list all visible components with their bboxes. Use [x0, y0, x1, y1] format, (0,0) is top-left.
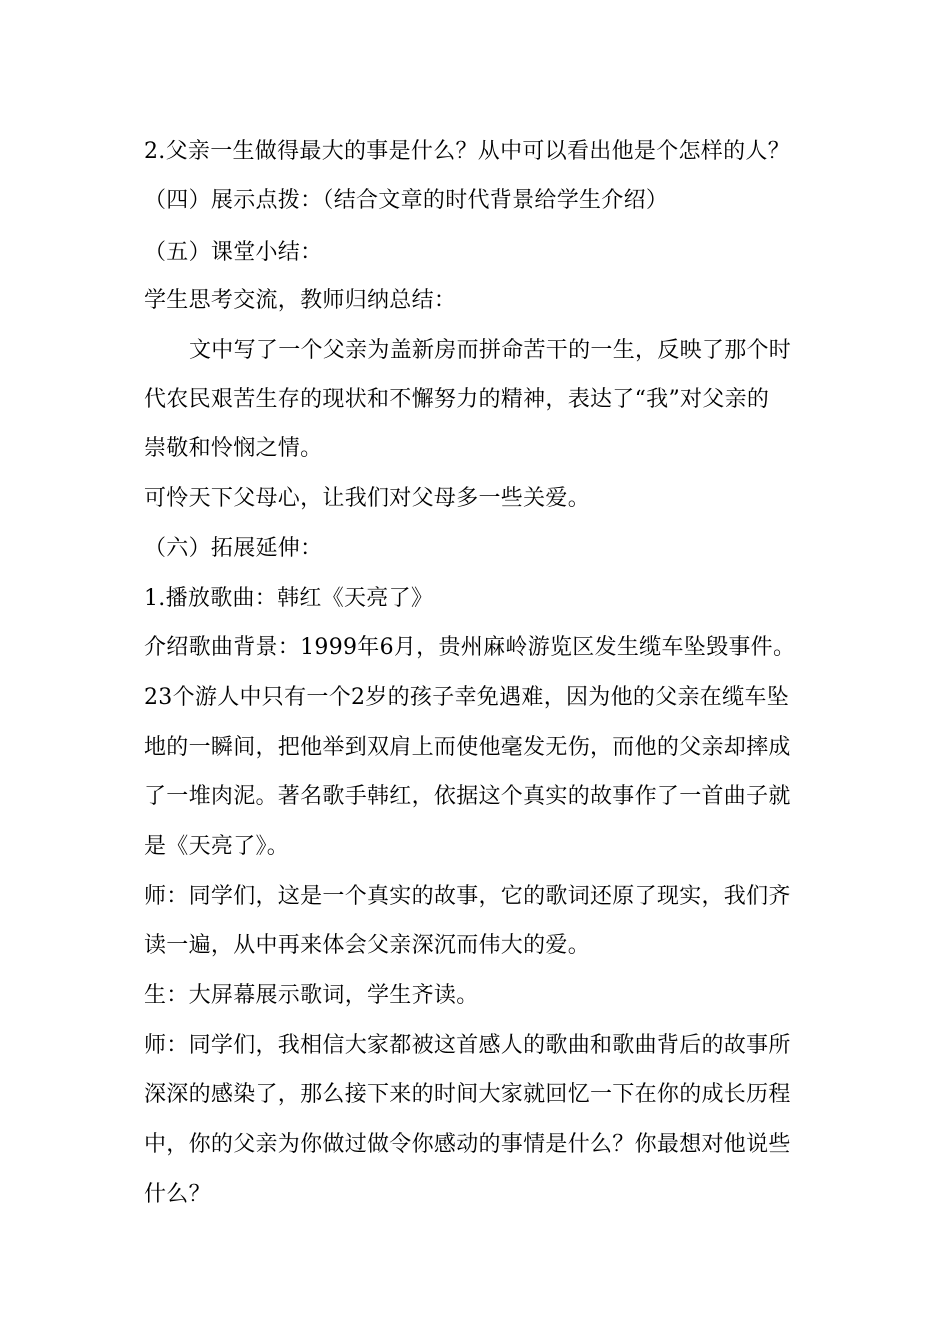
summary-intro-line: 学生思考交流，教师归纳总结： — [144, 288, 457, 313]
question-2-line: 2.父亲一生做得最大的事是什么？从中可以看出他是个怎样的人？ — [144, 139, 790, 164]
song-play-line: 1.播放歌曲：韩红《天亮了》 — [144, 586, 434, 611]
teacher-dialogue-line-2: 读一遍，从中再来体会父亲深沉而伟大的爱。 — [144, 933, 591, 958]
teacher-question-line-1: 师：同学们，我相信大家都被这首感人的歌曲和歌曲背后的故事所 — [144, 1033, 791, 1058]
teacher-question-line-3: 中，你的父亲为你做过做令你感动的事情是什么？你最想对他说些 — [144, 1132, 791, 1157]
section-4-heading: （四）展示点拨：（结合文章的时代背景给学生介绍） — [144, 188, 669, 213]
song-background-line-3: 地的一瞬间，把他举到双肩上而使他毫发无伤，而他的父亲却摔成 — [144, 735, 791, 760]
summary-paragraph-line-1: 文中写了一个父亲为盖新房而拼命苦干的一生，反映了那个时 — [189, 338, 792, 363]
summary-paragraph-line-2: 代农民艰苦生存的现状和不懈努力的精神，表达了“我”对父亲的 — [144, 387, 770, 412]
summary-closing-line: 可怜天下父母心，让我们对父母多一些关爱。 — [144, 486, 591, 511]
song-background-line-5: 是《天亮了》。 — [144, 834, 290, 859]
section-5-heading: （五）课堂小结： — [144, 240, 323, 265]
teacher-question-line-4: 什么？ — [144, 1182, 211, 1207]
student-dialogue-line: 生：大屏幕展示歌词，学生齐读。 — [144, 983, 479, 1008]
teacher-question-line-2: 深深的感染了，那么接下来的时间大家就回忆一下在你的成长历程 — [144, 1082, 791, 1107]
summary-paragraph-line-3: 崇敬和怜悯之情。 — [144, 436, 323, 461]
teacher-dialogue-line-1: 师：同学们，这是一个真实的故事，它的歌词还原了现实，我们齐 — [144, 884, 791, 909]
song-background-line-4: 了一堆肉泥。著名歌手韩红，依据这个真实的故事作了一首曲子就 — [144, 784, 791, 809]
section-6-heading: （六）拓展延伸： — [144, 536, 323, 561]
song-background-line-1: 介绍歌曲背景：1999年6月，贵州麻岭游览区发生缆车坠毁事件。 — [144, 635, 796, 660]
song-background-line-2: 23个游人中只有一个2岁的孩子幸免遇难，因为他的父亲在缆车坠 — [144, 685, 789, 710]
